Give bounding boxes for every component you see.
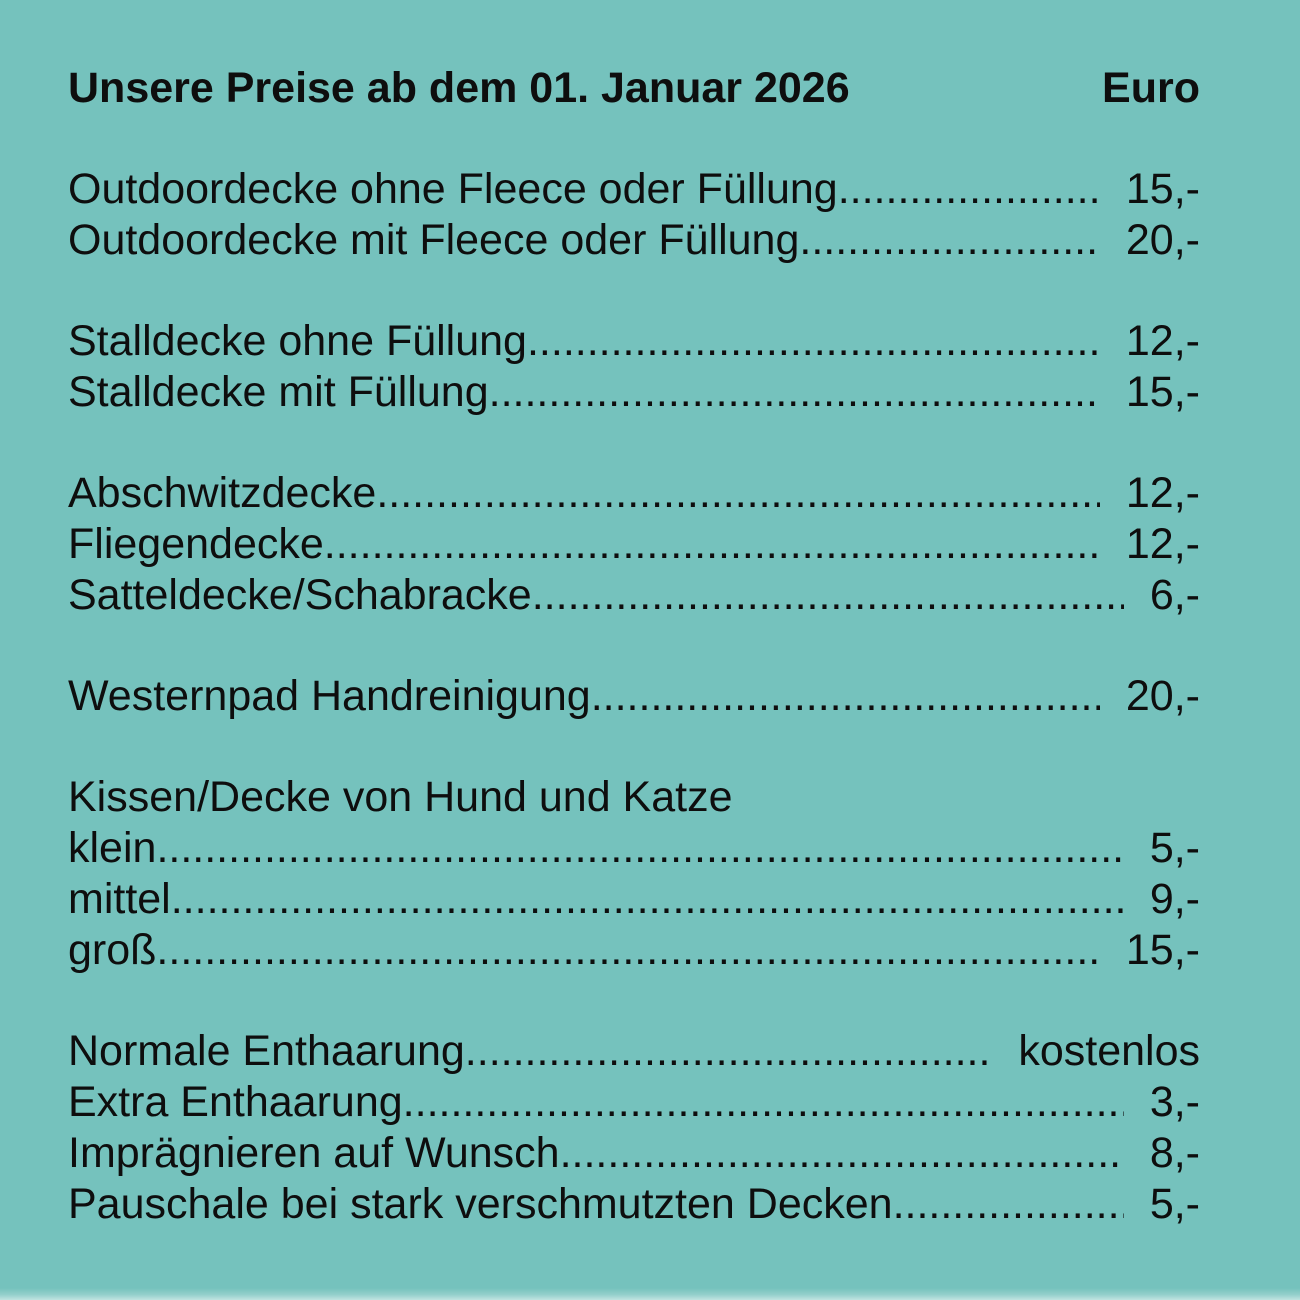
item-price: 12,- xyxy=(1125,469,1200,517)
item-label: Satteldecke/Schabracke xyxy=(68,571,532,619)
item-label: Stalldecke mit Füllung xyxy=(68,368,489,416)
dot-leader xyxy=(560,1128,1124,1179)
dot-leader xyxy=(591,671,1100,722)
dot-leader xyxy=(532,570,1124,621)
item-label: Outdoordecke ohne Fleece oder Füllung xyxy=(68,165,838,213)
item-label: Pauschale bei stark verschmutzten Decken xyxy=(68,1180,893,1228)
item-label: Abschwitzdecke xyxy=(68,469,377,517)
price-group xyxy=(68,772,1200,976)
price-row xyxy=(68,1128,1200,1179)
header xyxy=(68,63,1200,114)
price-row xyxy=(68,468,1200,519)
item-price: 15,- xyxy=(1125,926,1200,974)
item-label: mittel xyxy=(68,875,171,923)
price-row xyxy=(68,1026,1200,1077)
dot-leader xyxy=(324,519,1100,570)
dot-leader xyxy=(156,925,1099,976)
item-price: 15,- xyxy=(1125,368,1200,416)
item-label: groß xyxy=(68,926,157,974)
item-price: 6,- xyxy=(1149,571,1200,619)
item-label: Normale Enthaarung xyxy=(68,1027,465,1075)
item-label: Fliegendecke xyxy=(68,520,324,568)
item-label: Outdoordecke mit Fleece oder Füllung xyxy=(68,216,800,264)
price-group xyxy=(68,671,1200,722)
bottom-edge-highlight xyxy=(0,1288,1300,1300)
item-label: Imprägnieren auf Wunsch xyxy=(68,1129,560,1177)
currency-column-header: Euro xyxy=(1102,64,1200,112)
price-groups xyxy=(68,164,1200,1230)
dot-leader xyxy=(376,468,1100,519)
item-label: klein xyxy=(68,824,157,872)
dot-leader xyxy=(403,1077,1124,1128)
price-row xyxy=(68,367,1200,418)
price-row xyxy=(68,215,1200,266)
item-price: 15,- xyxy=(1125,165,1200,213)
dot-leader xyxy=(838,164,1100,215)
item-price: 12,- xyxy=(1125,317,1200,365)
price-row xyxy=(68,1179,1200,1230)
item-price: 3,- xyxy=(1149,1078,1200,1126)
item-price: 5,- xyxy=(1149,824,1200,872)
item-price: 8,- xyxy=(1149,1129,1200,1177)
price-row xyxy=(68,519,1200,570)
page-title: Unsere Preise ab dem 01. Januar 2026 xyxy=(68,64,850,112)
price-group xyxy=(68,316,1200,418)
price-row xyxy=(68,823,1200,874)
item-label: Westernpad Handreinigung xyxy=(68,672,591,720)
price-row xyxy=(68,1077,1200,1128)
price-row xyxy=(68,570,1200,621)
dot-leader xyxy=(156,823,1123,874)
item-price: 12,- xyxy=(1125,520,1200,568)
dot-leader xyxy=(893,1179,1124,1230)
item-price: 9,- xyxy=(1149,875,1200,923)
price-row xyxy=(68,925,1200,976)
section-heading-row xyxy=(68,772,1200,823)
item-label: Stalldecke ohne Füllung xyxy=(68,317,527,365)
dot-leader xyxy=(489,367,1100,418)
item-price: 5,- xyxy=(1149,1180,1200,1228)
dot-leader xyxy=(171,874,1124,925)
price-group xyxy=(68,1026,1200,1230)
item-price: 20,- xyxy=(1125,672,1200,720)
price-group xyxy=(68,164,1200,266)
dot-leader xyxy=(799,215,1100,266)
price-row xyxy=(68,316,1200,367)
item-label: Extra Enthaarung xyxy=(68,1078,403,1126)
item-label: Kissen/Decke von Hund und Katze xyxy=(68,773,733,821)
item-price: 20,- xyxy=(1125,216,1200,264)
price-row xyxy=(68,671,1200,722)
price-group xyxy=(68,468,1200,621)
price-row xyxy=(68,164,1200,215)
price-row xyxy=(68,874,1200,925)
dot-leader xyxy=(465,1026,993,1077)
item-price: kostenlos xyxy=(1018,1027,1200,1075)
dot-leader xyxy=(527,316,1100,367)
